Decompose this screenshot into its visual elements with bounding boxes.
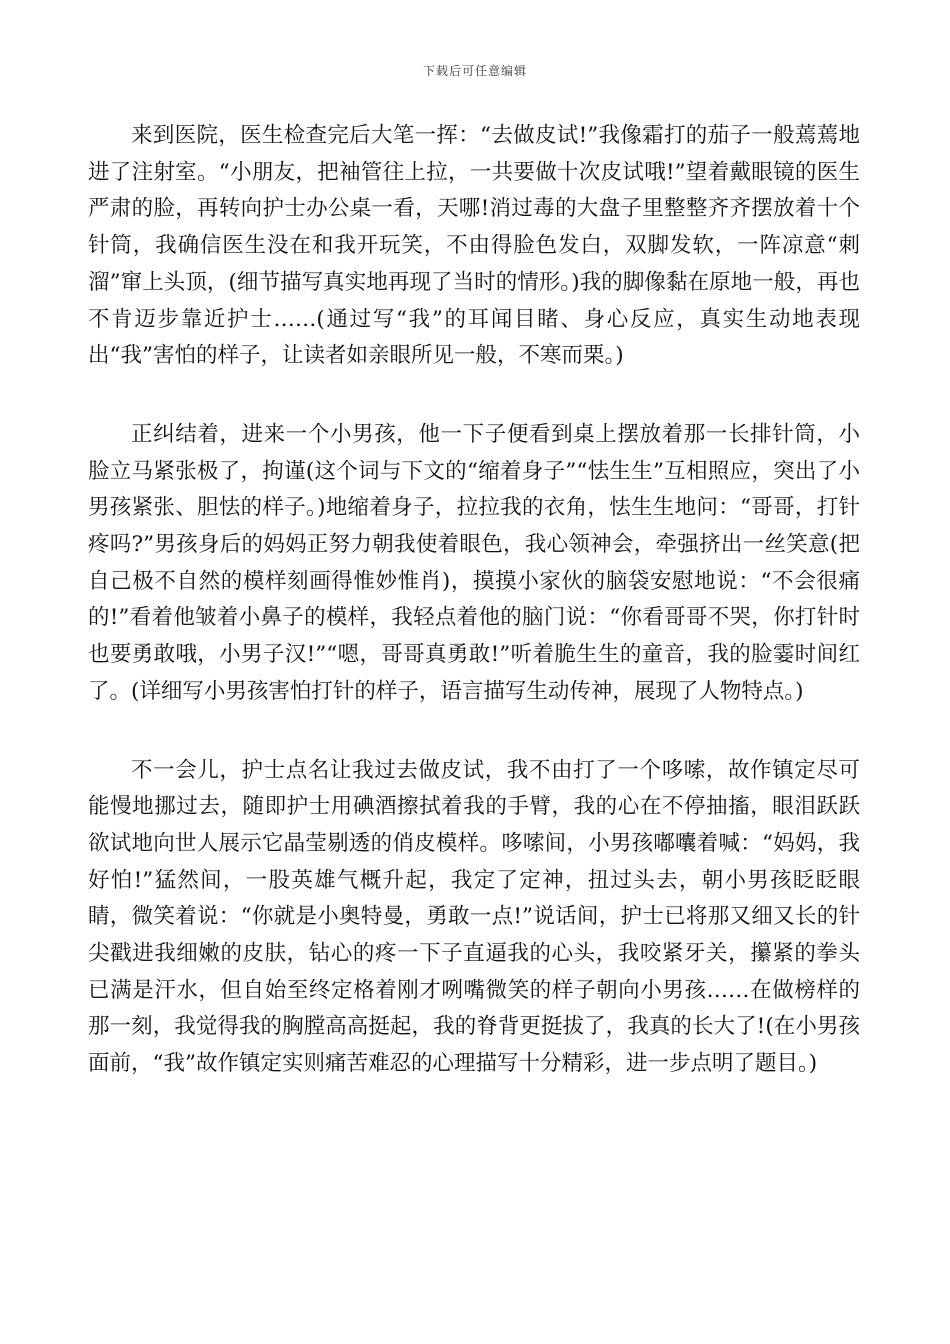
paragraph-1: 来到医院，医生检查完后大笔一挥：“去做皮试!”我像霜打的茄子一般蔫蔫地进了注射室。“小朋友，把袖管往上拉，一共要做十次皮试哦!”望着戴眼镜的医生严肃的脸，再转向护士办公桌一看，天哪!消过毒的大盘子里整整齐齐摆放着十个针筒，我确信医生没在和我开玩笑，不由得脸色发白，双脚发软，一阵凉意“刺溜”窜上头顶，(细节描写真实地再现了当时的情形。)我的脚像黏在原地一般，再也不肯迈步靠近护士……(通过写“我”的耳闻目睹、身心反应，真实生动地表现出“我”害怕的样子，让读者如亲眼所见一般，不寒而栗。) bbox=[88, 123, 860, 369]
paragraph-3: 不一会儿，护士点名让我过去做皮试，我不由打了一个哆嗦，故作镇定尽可能慢地挪过去，随即护士用碘酒擦拭着我的手臂，我的心在不停抽搐，眼泪跃跃欲试地向世人展示它晶莹剔透的俏皮模样。哆嗦间，小男孩嘟囔着喊：“妈妈，我好怕!”猛然间，一股英雄气概升起，我定了定神，扭过头去，朝小男孩眨眨眼睛，微笑着说：“你就是小奥特曼，勇敢一点!”说话间，护士已将那又细又长的针尖戳进我细嫩的皮肤，钻心的疼一下子直逼我的心头，我咬紧牙关，攥紧的拳头已满是汗水，但自始至终定格着刚才咧嘴微笑的样子朝向小男孩……在做榜样的那一刻，我觉得我的胸膛高高挺起，我的脊背更挺拔了，我真的长大了!(在小男孩面前，“我”故作镇定实则痛苦难忍的心理描写十分精彩，进一步点明了题目。) bbox=[88, 757, 860, 1077]
page-header: 下载后可任意编辑 bbox=[422, 64, 527, 78]
paragraph-2: 正纠结着，进来一个小男孩，他一下子便看到桌上摆放着那一长排针筒，小脸立马紧张极了，拘谨(这个词与下文的“缩着身子”“怯生生”互相照应，突出了小男孩紧张、胆怯的样子。)地缩着身子，拉拉我的衣角，怯生生地问：“哥哥，打针疼吗?”男孩身后的妈妈正努力朝我使着眼色，我心领神会，牵强挤出一丝笑意(把自己极不自然的模样刻画得惟妙惟肖)，摸摸小家伙的脑袋安慰地说：“不会很痛的!”看着他皱着小鼻子的模样，我轻点着他的脑门说：“你看哥哥不哭，你打针时也要勇敢哦，小男子汉!”“嗯，哥哥真勇敢!”听着脆生生的童音，我的脸霎时间红了。(详细写小男孩害怕打针的样子，语言描写生动传神，展现了人物特点。) bbox=[88, 421, 860, 704]
document-body bbox=[88, 118, 860, 1125]
